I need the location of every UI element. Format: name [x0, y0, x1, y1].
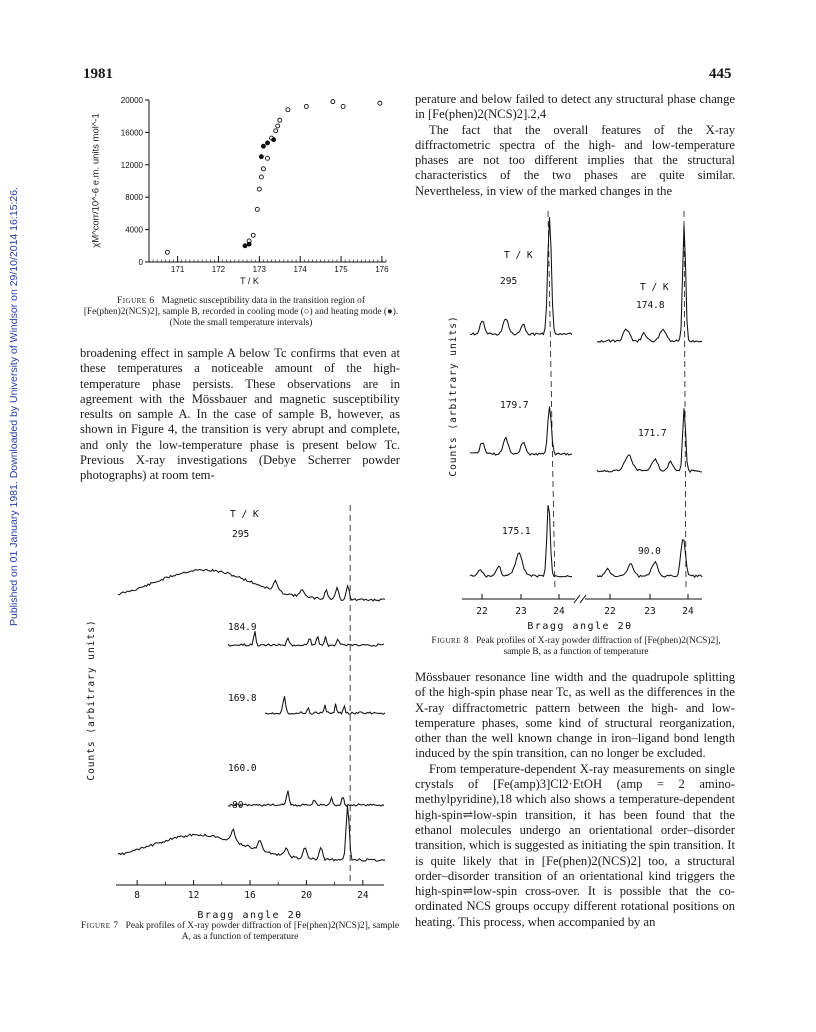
y-tick-label: 12000: [120, 160, 143, 170]
trace-label-160.0: 160.0: [228, 763, 257, 774]
y-tick-label: 8000: [125, 193, 143, 203]
temp-header-right: T / K: [640, 282, 669, 293]
x-axis-label: Bragg angle 2θ: [527, 621, 633, 632]
right-top-paragraph-1: perature and below failed to detect any structural phase change in [Fe(phen)2(NCS)2].2,4: [415, 92, 735, 122]
trace-label-169.8: 169.8: [228, 693, 257, 704]
x-tick-label: 175: [334, 265, 348, 274]
page-number-left: 1981: [83, 66, 113, 82]
data-point: [257, 187, 261, 191]
x-tick-label: 23: [644, 606, 656, 617]
data-point: [266, 156, 270, 160]
x-tick-label: 24: [682, 606, 694, 617]
x-tick-label: 174: [293, 265, 307, 274]
figure-7-caption-text: Peak profiles of X-ray powder diffraction of [Fe(phen)2(NCS)2], sample A, as a function of temperature: [125, 921, 400, 942]
figure-7-caption-label: Figure 7: [80, 921, 119, 931]
trace-171.7: [597, 408, 702, 472]
trace-label-171.7: 171.7: [638, 428, 667, 439]
right-bottom-paragraph-1: Mössbauer resonance line width and the quadrupole splitting of the high-spin phase near Tc, as well as the differences in the X-ray diffractometric pattern between the high- and low-temperature phases, some kind of structural reorganization, other than the well known change in iron–ligand bond length induced by the spin transition, can no longer be excluded.: [415, 670, 735, 761]
left-column-text: [80, 346, 400, 484]
data-point: [331, 100, 335, 104]
figure-6-caption: [80, 296, 402, 329]
trace-label-174.8: 174.8: [636, 300, 665, 311]
data-point: [165, 250, 169, 254]
data-point: [378, 101, 382, 105]
trace-label-179.7: 179.7: [500, 400, 529, 411]
y-tick-label: 20000: [120, 96, 143, 105]
x-tick-label: 173: [252, 265, 267, 274]
temp-header-left: T / K: [504, 250, 533, 261]
figure-8-chart: [440, 206, 730, 636]
trace-80: [118, 806, 385, 861]
figure-7-chart: [80, 500, 400, 920]
trace-175.1: [470, 505, 572, 577]
data-point: [251, 233, 255, 237]
data-point: [272, 138, 276, 142]
data-point: [261, 167, 265, 171]
x-tick-label: 176: [375, 265, 389, 274]
y-tick-label: 4000: [125, 225, 143, 235]
data-point: [341, 104, 345, 108]
data-point: [255, 207, 259, 211]
figure-6-ylabel-text: χM^corr/10^-6 e.m. units mol^-1: [90, 113, 102, 248]
figure-6: [90, 90, 396, 295]
data-point: [274, 129, 278, 133]
data-point: [243, 244, 247, 248]
trace-295: [470, 217, 572, 335]
figure-8-caption: [418, 636, 734, 658]
figure-6-ylabel: [86, 110, 106, 260]
y-axis-label: Counts (arbitrary units): [86, 619, 97, 781]
figure-6-caption-label: Figure 6: [116, 296, 155, 306]
data-point: [259, 155, 263, 159]
x-tick-label: 20: [300, 890, 313, 901]
data-point: [266, 141, 270, 145]
data-point: [247, 242, 251, 246]
trace-label-90.0: 90.0: [638, 546, 661, 557]
y-tick-label: 16000: [120, 128, 143, 138]
x-tick-label: 8: [134, 890, 141, 901]
x-tick-label: 22: [604, 606, 616, 617]
figure-8-caption-text: Peak profiles of X-ray powder diffraction of [Fe(phen)2(NCS)2], sample B, as a function of temperature: [476, 636, 721, 657]
right-top-paragraph-2: The fact that the overall features of the X-ray diffractometric spectra of the high- and low-temperature phases are not too different implies that the structural characteristics of the two phases are quite similar. Nevertheless, in view of the marked changes in the: [415, 122, 735, 198]
data-point: [286, 108, 290, 112]
trace-295: [118, 569, 385, 601]
trace-184.9: [228, 631, 384, 646]
trace-160.0: [228, 791, 384, 807]
data-point: [304, 104, 308, 108]
data-point: [259, 175, 263, 179]
data-point: [278, 118, 282, 122]
trace-label-295: 295: [232, 529, 250, 540]
temp-header: T / K: [230, 509, 259, 520]
figure-8-caption-label: Figure 8: [431, 636, 470, 646]
figure-6-caption-text: Magnetic susceptibility data in the transition region of [Fe(phen)2(NCS)2], sample B, recorded in cooling mode (○) and heating mode (●). (Note the small temperature intervals): [83, 296, 399, 328]
x-tick-label: 172: [211, 265, 226, 274]
right-bottom-paragraph-2: From temperature-dependent X-ray measurements on single crystals of [Fe(amp)3]Cl2·EtOH (amp = 2 amino-methylpyridine),18 which also shows a temperature-dependent high-spin⇌low-spin transition, it has been found that the ethanol molecules undergo an orientational order–disorder transition, which is suggested as initiating the spin transition. It is quite likely that in [Fe(phen)2(NCS)2] too, a structural order–disorder transition of an orientational kind triggers the high-spin⇌low-spin cross-over. It is possible that the co-ordinated NCS groups occupy different rotational positions on heating. This process, when accompanied by an: [415, 761, 735, 929]
figure-8: [440, 206, 730, 636]
y-tick-label: 0: [138, 258, 143, 267]
x-tick-label: 23: [515, 606, 527, 617]
trace-label-175.1: 175.1: [502, 526, 531, 537]
trace-label-295: 295: [500, 276, 518, 287]
download-watermark-text: Published on 01 January 1981. Downloaded by University of Windsor on 29/10/2014 16:15:26.: [8, 187, 20, 626]
trace-169.8: [265, 696, 385, 714]
download-watermark: [4, 187, 24, 630]
trace-label-184.9: 184.9: [228, 622, 257, 633]
left-column-paragraph: broadening effect in sample A below Tc confirms that even at these temperatures a noticeable amount of the high-temperature phase persists. These observations are in agreement with the Mössbauer and magnetic susceptibility results on sample A. In the case of sample B, however, as shown in Figure 4, the transition is very abrupt and complete, and only the low-temperature phase is present below Tc. Previous X-ray investigations (Debye Scherrer powder photographs) at room tem-: [80, 346, 400, 483]
x-tick-label: 171: [170, 265, 185, 274]
x-axis-label: T / K: [240, 276, 259, 286]
x-axis-label: Bragg angle 2θ: [197, 910, 303, 920]
figure-6-chart: [96, 90, 396, 295]
figure-7-caption: [80, 921, 400, 943]
x-tick-label: 24: [357, 890, 369, 901]
y-axis-label: Counts (arbitrary units): [448, 315, 459, 477]
x-tick-label: 16: [244, 890, 256, 901]
x-tick-label: 22: [476, 606, 488, 617]
trace-label-80: 80: [232, 800, 244, 811]
figure-7: [80, 500, 400, 920]
data-point: [261, 144, 265, 148]
data-point: [276, 124, 280, 128]
trace-179.7: [470, 406, 572, 455]
right-column-bottom-text: [415, 670, 735, 930]
x-tick-label: 12: [187, 890, 200, 901]
page-number-right: 445: [709, 66, 732, 82]
right-column-top-text: [415, 92, 735, 199]
x-tick-label: 24: [553, 606, 565, 617]
